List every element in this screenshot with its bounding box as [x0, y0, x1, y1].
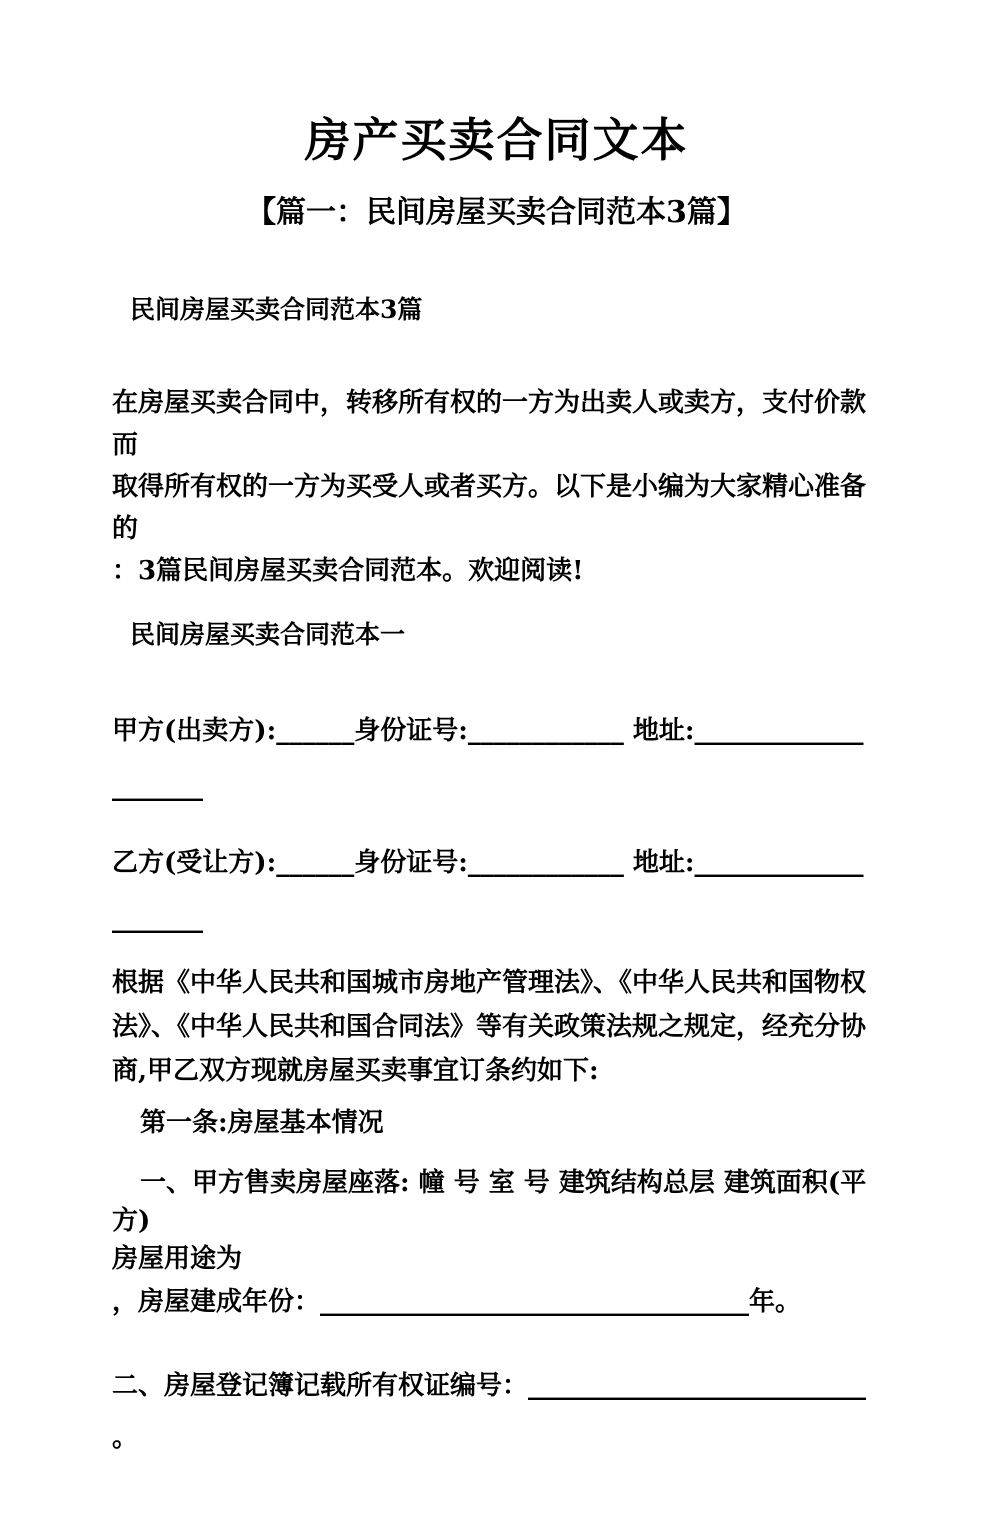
document-body	[0, 293, 993, 1455]
article-1-heading: 第一条:房屋基本情况	[140, 1108, 384, 1138]
year-built-suffix: 年。	[749, 1287, 802, 1317]
party-b-label: 乙方(受让方):	[112, 848, 277, 878]
party-a-id-label: 身份证号:	[354, 716, 468, 746]
party-a-address-blank: _____________	[694, 716, 864, 746]
party-a-name-blank: ______	[276, 716, 355, 746]
year-built-label: ，房屋建成年份：	[112, 1287, 321, 1317]
party-a-id-blank: ____________	[467, 716, 624, 746]
legal-line-2: 法》、《中华人民共和国合同法》等有关政策法规之规定，经充分协	[112, 1012, 867, 1042]
party-b-row	[112, 835, 881, 947]
heading-sample-collection: 民间房屋买卖合同范本3篇	[130, 295, 423, 324]
intro-line-2: 取得所有权的一方为买受人或者买方。以下是小编为大家精心准备的	[112, 472, 867, 544]
legal-basis-paragraph	[112, 961, 881, 1093]
party-a-label: 甲方(出卖方):	[112, 716, 277, 746]
document-title: 房产买卖合同文本	[304, 113, 689, 167]
party-b-name-blank: ______	[276, 848, 355, 878]
contract-document-page	[0, 112, 993, 1516]
party-a-row	[112, 703, 881, 815]
year-built-blank: _________________________________	[320, 1287, 750, 1317]
party-a-address-blank-overflow: _______	[112, 772, 203, 802]
heading-sample-one: 民间房屋买卖合同范本一	[130, 620, 406, 649]
intro-line-3: ：3篇民间房屋买卖合同范本。欢迎阅读!	[112, 556, 584, 586]
registration-number-blank: __________________________	[528, 1371, 867, 1401]
party-b-address-label: 地址:	[623, 848, 695, 878]
intro-paragraph	[112, 382, 881, 592]
clause-1-line-1: 一、甲方售卖房屋座落: 幢 号 室 号 建筑结构总层 建筑面积(平方)	[112, 1168, 867, 1236]
intro-line-1: 在房屋买卖合同中，转移所有权的一方为出卖人或卖方，支付价款而	[112, 388, 867, 460]
clause-2-period: 。	[112, 1423, 139, 1453]
clause-2-row	[112, 1364, 881, 1408]
party-b-id-blank: ____________	[467, 848, 624, 878]
legal-line-1: 根据《中华人民共和国城市房地产管理法》、《中华人民共和国物权	[112, 968, 867, 998]
clause-1-line-2: 房屋用途为	[112, 1244, 243, 1274]
party-a-address-label: 地址:	[623, 716, 695, 746]
party-b-address-blank-overflow: _______	[112, 904, 203, 934]
clause-1-year-row	[112, 1280, 881, 1324]
party-b-id-label: 身份证号:	[354, 848, 468, 878]
clause-1-paragraph	[112, 1164, 881, 1278]
section-one-subtitle: 【篇一：民间房屋买卖合同范本3篇】	[246, 195, 747, 230]
legal-line-3: 商,甲乙双方现就房屋买卖事宜订条约如下:	[112, 1056, 599, 1086]
party-b-address-blank: _____________	[694, 848, 864, 878]
registration-number-label: 二、房屋登记簿记载所有权证编号：	[112, 1371, 529, 1401]
